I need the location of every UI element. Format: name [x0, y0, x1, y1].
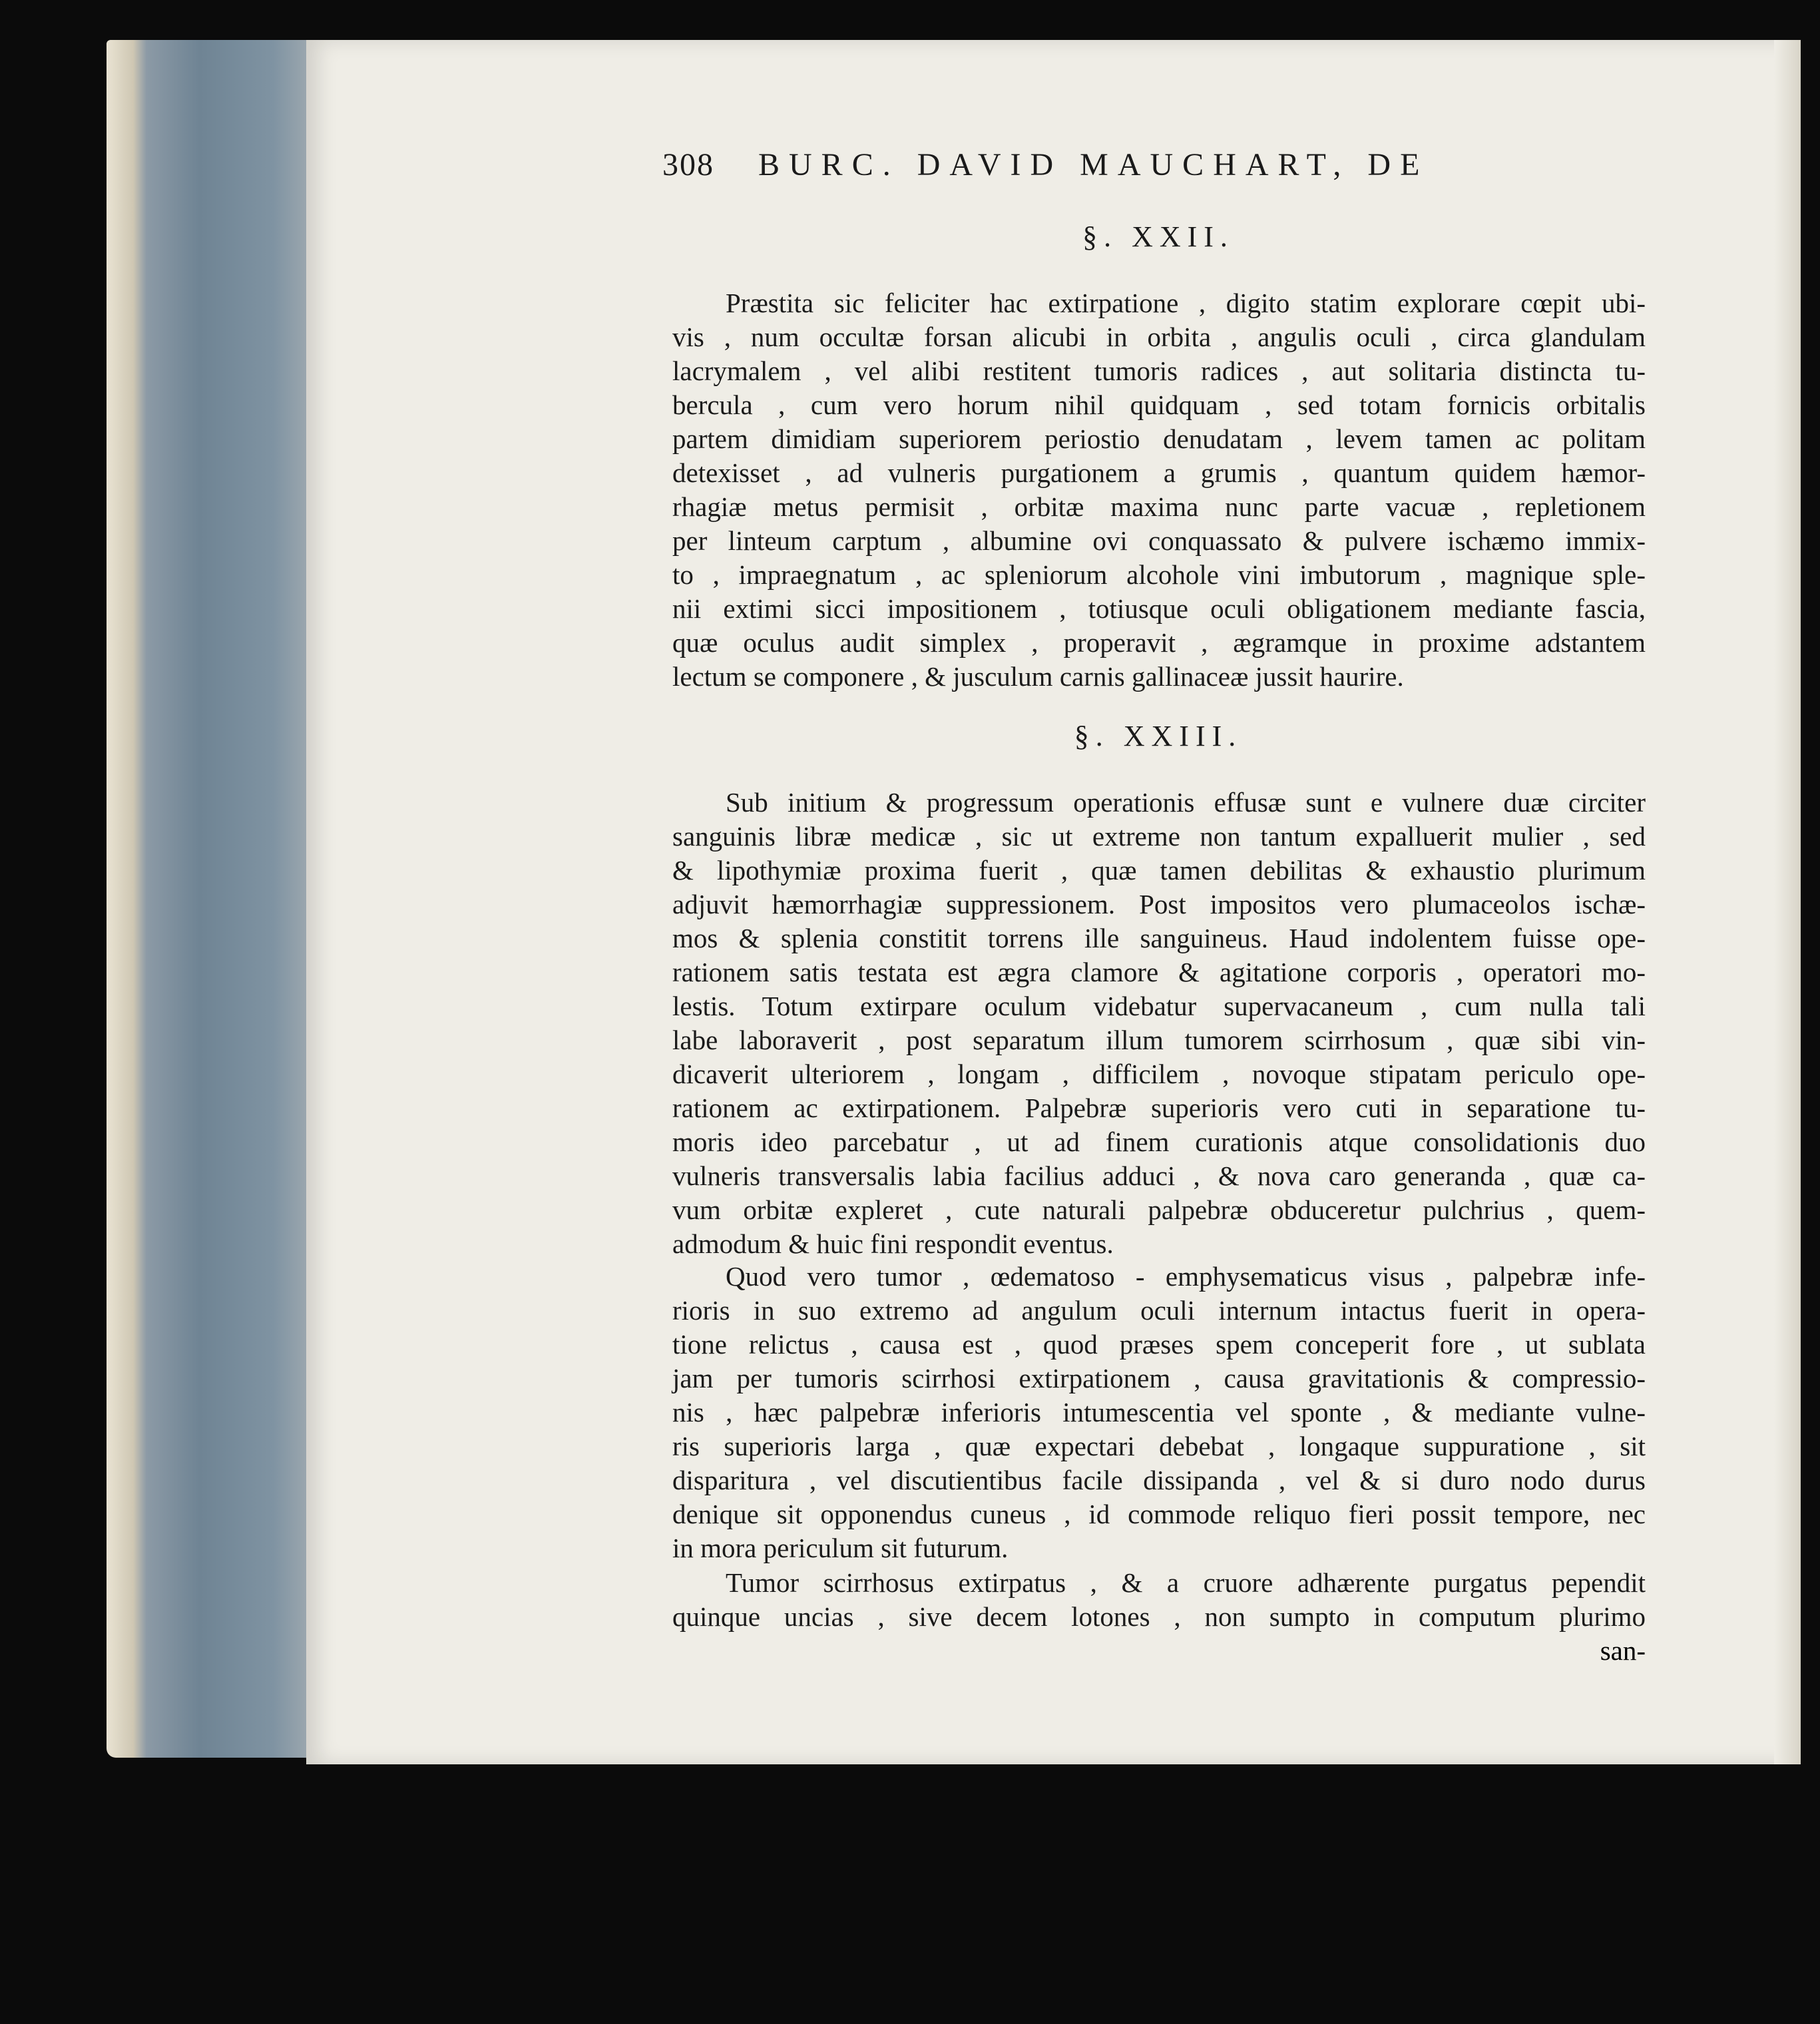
- text-line: lestis. Totum extirpare oculum videbatur supervacaneum , cum nulla tali: [672, 991, 1646, 1021]
- section-heading-xxiii: §. XXIII.: [1074, 720, 1243, 752]
- text-line: partem dimidiam superiorem periostio denudatam , levem tamen ac politam: [672, 423, 1646, 454]
- text-line: per linteum carptum , albumine ovi conquassato & pulvere ischæmo immix-: [672, 525, 1646, 556]
- text-line: lectum se componere , & jusculum carnis gallinaceæ jussit haurire.: [672, 661, 1404, 692]
- book-page-edges: [107, 40, 326, 1758]
- section-heading-xxii: §. XXII.: [1082, 220, 1234, 253]
- paragraph-xxii-1: [672, 286, 1646, 694]
- text-line: sanguinis libræ medicæ , sic ut extreme non tantum expalluerit mulier , sed: [672, 821, 1646, 852]
- text-line: ris superioris larga , quæ expectari debebat , longaque suppuratione , sit: [672, 1431, 1646, 1461]
- running-title: BURC. DAVID MAUCHART, DE: [758, 147, 1429, 182]
- text-line: vulneris transversalis labia facilius adduci , & nova caro generanda , quæ ca-: [672, 1160, 1646, 1191]
- text-line: labe laboraverit , post separatum illum tumorem scirrhosum , quæ sibi vin-: [672, 1025, 1646, 1055]
- page-gutter-shadow: [1774, 40, 1801, 1764]
- text-line: tione relictus , causa est , quod præses spem conceperit fore , ut sublata: [672, 1329, 1646, 1360]
- text-line: in mora periculum sit futurum.: [672, 1533, 1009, 1563]
- text-line: vum orbitæ expleret , cute naturali palpebræ obduceretur pulchrius , quem-: [672, 1194, 1646, 1225]
- text-line: moris ideo parcebatur , ut ad finem curationis atque consolidationis duo: [672, 1127, 1646, 1157]
- text-line: to , impraegnatum , ac spleniorum alcohole vini imbutorum , magnique sple-: [672, 559, 1646, 590]
- text-line: Præstita sic feliciter hac extirpatione , digito statim explorare cœpit ubi-: [726, 288, 1646, 318]
- text-line: detexisset , ad vulneris purgationem a grumis , quantum quidem hæmor-: [672, 457, 1646, 488]
- text-line: rhagiæ metus permisit , orbitæ maxima nunc parte vacuæ , repletionem: [672, 491, 1646, 522]
- text-line: quæ oculus audit simplex , properavit , ægramque in proxime adstantem: [672, 627, 1646, 658]
- paragraph-xxiii-1: [672, 786, 1646, 1261]
- text-line: admodum & huic fini respondit eventus.: [672, 1228, 1114, 1259]
- text-line: lacrymalem , vel alibi restitent tumoris radices , aut solitaria distincta tu-: [672, 356, 1646, 386]
- text-line: Quod vero tumor , œdematoso - emphysematicus visus , palpebræ infe-: [726, 1261, 1646, 1292]
- text-line: vis , num occultæ forsan alicubi in orbita , angulis oculi , circa glandulam: [672, 322, 1646, 352]
- page-number: 308: [662, 147, 714, 182]
- text-line: Sub initium & progressum operationis effusæ sunt e vulnere duæ circiter: [726, 787, 1646, 818]
- text-line: disparitura , vel discutientibus facile dissipanda , vel & si duro nodo durus: [672, 1465, 1646, 1495]
- text-line: denique sit opponendus cuneus , id commode reliquo fieri possit tempore, nec: [672, 1499, 1646, 1529]
- text-line: jam per tumoris scirrhosi extirpationem , causa gravitationis & compressio-: [672, 1363, 1646, 1393]
- text-line: mos & splenia constitit torrens ille sanguineus. Haud indolentem fuisse ope-: [672, 923, 1646, 953]
- paragraph-xxiii-2: [672, 1260, 1646, 1565]
- text-line: quinque uncias , sive decem lotones , non sumpto in computum plurimo: [672, 1601, 1646, 1632]
- text-line: adjuvit hæmorrhagiæ suppressionem. Post impositos vero plumaceolos ischæ-: [672, 889, 1646, 919]
- text-line: dicaverit ulteriorem , longam , difficilem , novoque stipatam periculo ope-: [672, 1059, 1646, 1089]
- text-line: nis , hæc palpebræ inferioris intumescentia vel sponte , & mediante vulne-: [672, 1397, 1646, 1427]
- text-line: bercula , cum vero horum nihil quidquam , sed totam fornicis orbitalis: [672, 389, 1646, 420]
- text-line: & lipothymiæ proxima fuerit , quæ tamen debilitas & exhaustio plurimum: [672, 855, 1646, 886]
- text-line: nii extimi sicci impositionem , totiusque oculi obligationem mediante fascia,: [672, 593, 1646, 624]
- catchword: san-: [1600, 1635, 1646, 1666]
- text-line: Tumor scirrhosus extirpatus , & a cruore adhærente purgatus pependit: [726, 1567, 1646, 1598]
- text-line: rioris in suo extremo ad angulum oculi internum intactus fuerit in opera-: [672, 1295, 1646, 1326]
- running-head: [662, 146, 1634, 183]
- text-line: rationem satis testata est ægra clamore & agitatione corporis , operatori mo-: [672, 957, 1646, 987]
- paragraph-xxiii-3: [672, 1566, 1646, 1634]
- text-line: rationem ac extirpationem. Palpebræ superioris vero cuti in separatione tu-: [672, 1093, 1646, 1123]
